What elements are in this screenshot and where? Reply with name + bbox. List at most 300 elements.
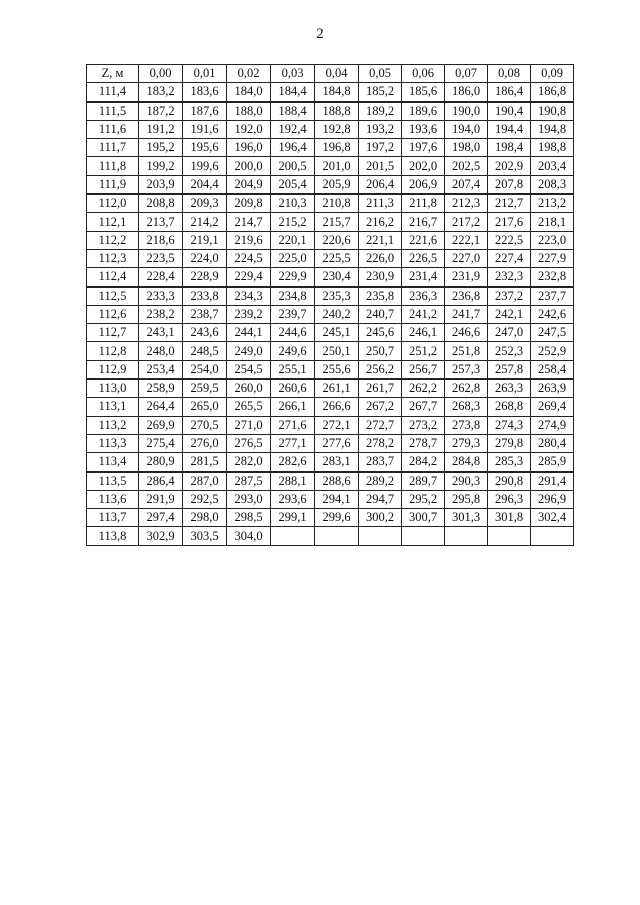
value-cell: 276,5 bbox=[227, 434, 271, 452]
value-cell: 242,1 bbox=[488, 305, 531, 323]
value-cell: 220,1 bbox=[271, 231, 315, 249]
value-cell: 249,6 bbox=[271, 342, 315, 360]
value-cell: 201,5 bbox=[359, 157, 402, 175]
value-cell: 248,5 bbox=[183, 342, 227, 360]
value-cell: 255,1 bbox=[271, 360, 315, 379]
value-cell: 293,6 bbox=[271, 490, 315, 508]
value-cell: 295,2 bbox=[402, 490, 445, 508]
value-cell: 219,6 bbox=[227, 231, 271, 249]
value-cell: 296,3 bbox=[488, 490, 531, 508]
value-cell: 270,5 bbox=[183, 416, 227, 434]
value-cell: 272,7 bbox=[359, 416, 402, 434]
value-cell: 278,2 bbox=[359, 434, 402, 452]
header-cell: 0,00 bbox=[139, 65, 183, 83]
value-cell: 223,5 bbox=[139, 249, 183, 267]
value-cell: 208,3 bbox=[531, 175, 574, 194]
value-cell: 243,1 bbox=[139, 324, 183, 342]
value-cell: 223,0 bbox=[531, 231, 574, 249]
value-cell: 237,7 bbox=[531, 287, 574, 306]
value-cell: 258,9 bbox=[139, 379, 183, 398]
value-cell: 285,9 bbox=[531, 453, 574, 472]
value-cell: 257,3 bbox=[445, 360, 488, 379]
value-cell: 288,1 bbox=[271, 472, 315, 491]
value-cell: 288,6 bbox=[315, 472, 359, 491]
value-cell: 215,7 bbox=[315, 213, 359, 231]
value-cell: 184,4 bbox=[271, 83, 315, 102]
value-cell: 285,3 bbox=[488, 453, 531, 472]
value-cell: 233,3 bbox=[139, 287, 183, 306]
value-cell: 250,1 bbox=[315, 342, 359, 360]
value-cell: 247,0 bbox=[488, 324, 531, 342]
value-cell: 214,2 bbox=[183, 213, 227, 231]
value-cell: 277,6 bbox=[315, 434, 359, 452]
value-cell: 211,3 bbox=[359, 194, 402, 213]
value-cell: 236,3 bbox=[402, 287, 445, 306]
value-cell: 287,0 bbox=[183, 472, 227, 491]
value-cell: 213,2 bbox=[531, 194, 574, 213]
value-cell: 226,5 bbox=[402, 249, 445, 267]
value-cell: 197,6 bbox=[402, 139, 445, 157]
z-cell: 113,1 bbox=[87, 398, 139, 416]
value-cell: 186,0 bbox=[445, 83, 488, 102]
value-cell: 251,8 bbox=[445, 342, 488, 360]
value-cell: 244,6 bbox=[271, 324, 315, 342]
z-cell: 113,4 bbox=[87, 453, 139, 472]
header-cell: Z, м bbox=[87, 65, 139, 83]
z-cell: 112,8 bbox=[87, 342, 139, 360]
header-cell: 0,01 bbox=[183, 65, 227, 83]
value-cell: 229,9 bbox=[271, 268, 315, 287]
value-cell: 227,4 bbox=[488, 249, 531, 267]
value-cell: 279,3 bbox=[445, 434, 488, 452]
value-cell: 284,8 bbox=[445, 453, 488, 472]
value-cell bbox=[531, 527, 574, 545]
value-cell: 202,9 bbox=[488, 157, 531, 175]
value-cell: 301,8 bbox=[488, 509, 531, 527]
value-cell: 214,7 bbox=[227, 213, 271, 231]
value-cell: 192,8 bbox=[315, 120, 359, 138]
value-cell: 290,8 bbox=[488, 472, 531, 491]
value-cell: 228,9 bbox=[183, 268, 227, 287]
value-cell bbox=[445, 527, 488, 545]
value-cell: 261,1 bbox=[315, 379, 359, 398]
value-cell: 202,5 bbox=[445, 157, 488, 175]
z-cell: 112,0 bbox=[87, 194, 139, 213]
value-cell: 263,3 bbox=[488, 379, 531, 398]
header-cell: 0,02 bbox=[227, 65, 271, 83]
value-cell: 276,0 bbox=[183, 434, 227, 452]
table-row bbox=[87, 379, 574, 398]
value-cell: 274,9 bbox=[531, 416, 574, 434]
value-cell: 217,6 bbox=[488, 213, 531, 231]
value-cell: 221,1 bbox=[359, 231, 402, 249]
table-row bbox=[87, 175, 574, 194]
value-cell: 184,0 bbox=[227, 83, 271, 102]
value-cell: 303,5 bbox=[183, 527, 227, 545]
value-cell: 299,1 bbox=[271, 509, 315, 527]
value-cell: 283,7 bbox=[359, 453, 402, 472]
value-cell: 287,5 bbox=[227, 472, 271, 491]
value-cell: 196,4 bbox=[271, 139, 315, 157]
value-cell: 271,6 bbox=[271, 416, 315, 434]
z-cell: 111,8 bbox=[87, 157, 139, 175]
z-cell: 111,4 bbox=[87, 83, 139, 102]
value-cell: 228,4 bbox=[139, 268, 183, 287]
value-cell: 269,4 bbox=[531, 398, 574, 416]
value-cell: 198,4 bbox=[488, 139, 531, 157]
value-cell: 237,2 bbox=[488, 287, 531, 306]
value-cell: 229,4 bbox=[227, 268, 271, 287]
value-cell: 249,0 bbox=[227, 342, 271, 360]
table-row bbox=[87, 398, 574, 416]
value-cell: 202,0 bbox=[402, 157, 445, 175]
value-cell: 234,3 bbox=[227, 287, 271, 306]
table-row bbox=[87, 434, 574, 452]
value-cell: 216,7 bbox=[402, 213, 445, 231]
value-cell: 286,4 bbox=[139, 472, 183, 491]
table-row bbox=[87, 509, 574, 527]
value-cell: 192,4 bbox=[271, 120, 315, 138]
value-cell: 191,6 bbox=[183, 120, 227, 138]
value-cell: 183,2 bbox=[139, 83, 183, 102]
value-cell: 294,1 bbox=[315, 490, 359, 508]
value-cell: 216,2 bbox=[359, 213, 402, 231]
table-row bbox=[87, 360, 574, 379]
value-cell: 275,4 bbox=[139, 434, 183, 452]
value-cell: 266,6 bbox=[315, 398, 359, 416]
value-cell: 299,6 bbox=[315, 509, 359, 527]
value-cell: 224,5 bbox=[227, 249, 271, 267]
table-row bbox=[87, 120, 574, 138]
value-cell: 187,2 bbox=[139, 102, 183, 121]
value-cell: 274,3 bbox=[488, 416, 531, 434]
value-cell: 284,2 bbox=[402, 453, 445, 472]
value-cell: 291,9 bbox=[139, 490, 183, 508]
value-cell: 261,7 bbox=[359, 379, 402, 398]
value-cell: 289,2 bbox=[359, 472, 402, 491]
value-cell: 266,1 bbox=[271, 398, 315, 416]
value-cell: 215,2 bbox=[271, 213, 315, 231]
z-cell: 113,2 bbox=[87, 416, 139, 434]
value-cell: 197,2 bbox=[359, 139, 402, 157]
z-cell: 112,5 bbox=[87, 287, 139, 306]
value-cell: 230,4 bbox=[315, 268, 359, 287]
value-cell: 277,1 bbox=[271, 434, 315, 452]
value-cell: 204,4 bbox=[183, 175, 227, 194]
header-cell: 0,06 bbox=[402, 65, 445, 83]
value-cell: 289,7 bbox=[402, 472, 445, 491]
value-cell: 195,6 bbox=[183, 139, 227, 157]
value-cell: 230,9 bbox=[359, 268, 402, 287]
header-cell: 0,05 bbox=[359, 65, 402, 83]
table-row bbox=[87, 102, 574, 121]
value-cell: 193,2 bbox=[359, 120, 402, 138]
value-cell: 207,4 bbox=[445, 175, 488, 194]
z-cell: 113,5 bbox=[87, 472, 139, 491]
z-cell: 113,6 bbox=[87, 490, 139, 508]
value-cell: 219,1 bbox=[183, 231, 227, 249]
value-cell: 268,3 bbox=[445, 398, 488, 416]
value-cell: 210,8 bbox=[315, 194, 359, 213]
value-cell: 260,0 bbox=[227, 379, 271, 398]
table-row bbox=[87, 231, 574, 249]
table-row bbox=[87, 324, 574, 342]
value-cell: 291,4 bbox=[531, 472, 574, 491]
value-cell: 185,2 bbox=[359, 83, 402, 102]
table-body bbox=[87, 83, 574, 545]
value-cell: 247,5 bbox=[531, 324, 574, 342]
value-cell: 267,2 bbox=[359, 398, 402, 416]
value-cell: 208,8 bbox=[139, 194, 183, 213]
table-row bbox=[87, 268, 574, 287]
value-cell: 196,0 bbox=[227, 139, 271, 157]
value-cell: 258,4 bbox=[531, 360, 574, 379]
header-cell: 0,03 bbox=[271, 65, 315, 83]
z-cell: 113,8 bbox=[87, 527, 139, 545]
value-cell: 272,1 bbox=[315, 416, 359, 434]
table-row bbox=[87, 342, 574, 360]
value-cell: 198,0 bbox=[445, 139, 488, 157]
table-row bbox=[87, 194, 574, 213]
value-cell: 189,6 bbox=[402, 102, 445, 121]
value-cell: 252,9 bbox=[531, 342, 574, 360]
value-cell: 239,2 bbox=[227, 305, 271, 323]
value-cell: 292,5 bbox=[183, 490, 227, 508]
value-cell: 200,0 bbox=[227, 157, 271, 175]
value-cell: 257,8 bbox=[488, 360, 531, 379]
header-cell: 0,08 bbox=[488, 65, 531, 83]
value-cell: 268,8 bbox=[488, 398, 531, 416]
value-cell: 252,3 bbox=[488, 342, 531, 360]
value-cell: 231,4 bbox=[402, 268, 445, 287]
value-cell: 251,2 bbox=[402, 342, 445, 360]
value-cell: 235,3 bbox=[315, 287, 359, 306]
value-cell: 212,3 bbox=[445, 194, 488, 213]
value-cell: 280,4 bbox=[531, 434, 574, 452]
value-cell: 248,0 bbox=[139, 342, 183, 360]
value-cell: 262,2 bbox=[402, 379, 445, 398]
value-cell: 192,0 bbox=[227, 120, 271, 138]
value-cell: 189,2 bbox=[359, 102, 402, 121]
value-cell: 300,7 bbox=[402, 509, 445, 527]
value-cell bbox=[359, 527, 402, 545]
value-cell: 183,6 bbox=[183, 83, 227, 102]
value-cell: 279,8 bbox=[488, 434, 531, 452]
table-row bbox=[87, 157, 574, 175]
value-cell: 204,9 bbox=[227, 175, 271, 194]
value-cell: 232,3 bbox=[488, 268, 531, 287]
table-row bbox=[87, 416, 574, 434]
value-cell: 283,1 bbox=[315, 453, 359, 472]
value-cell: 190,8 bbox=[531, 102, 574, 121]
table-row bbox=[87, 527, 574, 545]
value-cell: 232,8 bbox=[531, 268, 574, 287]
value-cell bbox=[402, 527, 445, 545]
value-cell: 262,8 bbox=[445, 379, 488, 398]
value-cell: 211,8 bbox=[402, 194, 445, 213]
value-cell: 201,0 bbox=[315, 157, 359, 175]
value-cell: 209,8 bbox=[227, 194, 271, 213]
value-cell: 200,5 bbox=[271, 157, 315, 175]
value-cell: 267,7 bbox=[402, 398, 445, 416]
value-cell: 273,2 bbox=[402, 416, 445, 434]
value-cell: 218,1 bbox=[531, 213, 574, 231]
value-cell: 246,6 bbox=[445, 324, 488, 342]
value-cell: 218,6 bbox=[139, 231, 183, 249]
value-cell: 240,7 bbox=[359, 305, 402, 323]
value-cell: 290,3 bbox=[445, 472, 488, 491]
z-cell: 112,4 bbox=[87, 268, 139, 287]
page-number: 2 bbox=[316, 26, 324, 42]
value-cell: 235,8 bbox=[359, 287, 402, 306]
value-cell: 304,0 bbox=[227, 527, 271, 545]
z-cell: 113,0 bbox=[87, 379, 139, 398]
value-cell: 198,8 bbox=[531, 139, 574, 157]
value-cell: 206,4 bbox=[359, 175, 402, 194]
value-cell: 265,5 bbox=[227, 398, 271, 416]
z-cell: 111,5 bbox=[87, 102, 139, 121]
z-cell: 112,1 bbox=[87, 213, 139, 231]
table-row bbox=[87, 490, 574, 508]
value-cell: 205,4 bbox=[271, 175, 315, 194]
value-cell: 199,2 bbox=[139, 157, 183, 175]
value-cell: 188,8 bbox=[315, 102, 359, 121]
value-cell: 243,6 bbox=[183, 324, 227, 342]
z-cell: 111,9 bbox=[87, 175, 139, 194]
value-cell: 222,1 bbox=[445, 231, 488, 249]
value-cell: 238,7 bbox=[183, 305, 227, 323]
value-cell: 187,6 bbox=[183, 102, 227, 121]
value-cell bbox=[488, 527, 531, 545]
value-cell: 195,2 bbox=[139, 139, 183, 157]
value-cell: 213,7 bbox=[139, 213, 183, 231]
value-cell: 212,7 bbox=[488, 194, 531, 213]
value-cell: 298,0 bbox=[183, 509, 227, 527]
value-cell: 254,0 bbox=[183, 360, 227, 379]
value-cell: 282,6 bbox=[271, 453, 315, 472]
value-cell: 269,9 bbox=[139, 416, 183, 434]
value-cell: 241,7 bbox=[445, 305, 488, 323]
value-cell: 203,9 bbox=[139, 175, 183, 194]
z-cell: 112,9 bbox=[87, 360, 139, 379]
value-cell: 209,3 bbox=[183, 194, 227, 213]
value-cell: 253,4 bbox=[139, 360, 183, 379]
header-cell: 0,09 bbox=[531, 65, 574, 83]
value-cell: 236,8 bbox=[445, 287, 488, 306]
value-cell: 241,2 bbox=[402, 305, 445, 323]
value-cell: 196,8 bbox=[315, 139, 359, 157]
z-cell: 112,3 bbox=[87, 249, 139, 267]
header-cell: 0,04 bbox=[315, 65, 359, 83]
value-cell: 260,6 bbox=[271, 379, 315, 398]
value-cell: 194,4 bbox=[488, 120, 531, 138]
value-cell: 259,5 bbox=[183, 379, 227, 398]
value-cell: 265,0 bbox=[183, 398, 227, 416]
value-cell: 256,7 bbox=[402, 360, 445, 379]
value-cell: 273,8 bbox=[445, 416, 488, 434]
value-cell: 188,4 bbox=[271, 102, 315, 121]
value-cell: 244,1 bbox=[227, 324, 271, 342]
value-cell: 190,0 bbox=[445, 102, 488, 121]
value-cell: 217,2 bbox=[445, 213, 488, 231]
value-cell: 256,2 bbox=[359, 360, 402, 379]
value-cell: 301,3 bbox=[445, 509, 488, 527]
value-cell: 293,0 bbox=[227, 490, 271, 508]
value-cell: 222,5 bbox=[488, 231, 531, 249]
value-cell: 186,8 bbox=[531, 83, 574, 102]
value-cell: 294,7 bbox=[359, 490, 402, 508]
value-cell: 246,1 bbox=[402, 324, 445, 342]
value-cell: 239,7 bbox=[271, 305, 315, 323]
value-cell: 278,7 bbox=[402, 434, 445, 452]
value-cell: 185,6 bbox=[402, 83, 445, 102]
table-row bbox=[87, 287, 574, 306]
value-cell: 188,0 bbox=[227, 102, 271, 121]
value-cell: 281,5 bbox=[183, 453, 227, 472]
value-cell: 271,0 bbox=[227, 416, 271, 434]
value-cell: 282,0 bbox=[227, 453, 271, 472]
value-cell: 190,4 bbox=[488, 102, 531, 121]
z-cell: 113,7 bbox=[87, 509, 139, 527]
value-cell: 280,9 bbox=[139, 453, 183, 472]
value-cell: 191,2 bbox=[139, 120, 183, 138]
table-row bbox=[87, 305, 574, 323]
value-cell: 233,8 bbox=[183, 287, 227, 306]
value-cell: 264,4 bbox=[139, 398, 183, 416]
value-cell: 238,2 bbox=[139, 305, 183, 323]
value-cell: 194,0 bbox=[445, 120, 488, 138]
value-cell: 206,9 bbox=[402, 175, 445, 194]
value-cell: 297,4 bbox=[139, 509, 183, 527]
value-cell: 224,0 bbox=[183, 249, 227, 267]
table-row bbox=[87, 83, 574, 102]
value-cell: 193,6 bbox=[402, 120, 445, 138]
value-cell: 227,9 bbox=[531, 249, 574, 267]
value-cell: 226,0 bbox=[359, 249, 402, 267]
value-cell: 295,8 bbox=[445, 490, 488, 508]
value-cell: 194,8 bbox=[531, 120, 574, 138]
value-cell: 199,6 bbox=[183, 157, 227, 175]
value-cell: 302,9 bbox=[139, 527, 183, 545]
value-cell: 227,0 bbox=[445, 249, 488, 267]
value-cell: 225,5 bbox=[315, 249, 359, 267]
table-row bbox=[87, 213, 574, 231]
value-cell: 220,6 bbox=[315, 231, 359, 249]
table-row bbox=[87, 472, 574, 491]
value-cell: 203,4 bbox=[531, 157, 574, 175]
value-cell: 263,9 bbox=[531, 379, 574, 398]
value-cell: 302,4 bbox=[531, 509, 574, 527]
value-cell: 225,0 bbox=[271, 249, 315, 267]
table-row bbox=[87, 249, 574, 267]
value-cell: 205,9 bbox=[315, 175, 359, 194]
z-cell: 112,6 bbox=[87, 305, 139, 323]
z-cell: 111,6 bbox=[87, 120, 139, 138]
value-cell: 245,1 bbox=[315, 324, 359, 342]
value-cell: 184,8 bbox=[315, 83, 359, 102]
value-cell bbox=[271, 527, 315, 545]
z-cell: 113,3 bbox=[87, 434, 139, 452]
value-cell: 255,6 bbox=[315, 360, 359, 379]
z-value-table bbox=[86, 64, 574, 546]
z-cell: 112,7 bbox=[87, 324, 139, 342]
header-cell: 0,07 bbox=[445, 65, 488, 83]
value-cell: 234,8 bbox=[271, 287, 315, 306]
value-cell: 207,8 bbox=[488, 175, 531, 194]
value-cell: 296,9 bbox=[531, 490, 574, 508]
value-cell: 240,2 bbox=[315, 305, 359, 323]
table-row bbox=[87, 453, 574, 472]
